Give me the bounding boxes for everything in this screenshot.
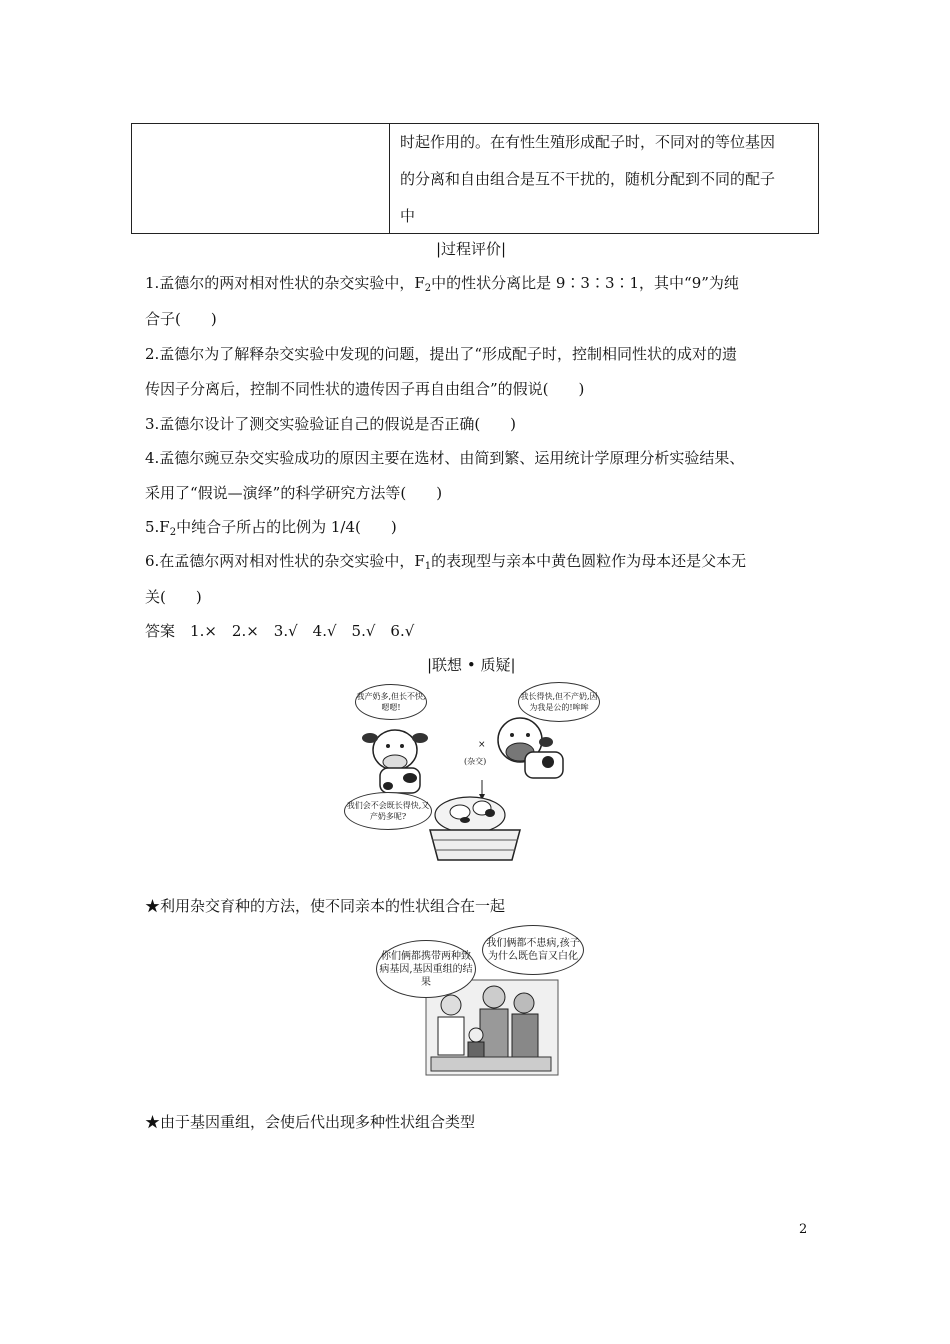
answer-line: [145, 620, 414, 641]
question-4-line-1: 4.孟德尔豌豆杂交实验成功的原因主要在选材、由简到繁、运用统计学原理分析实验结果、: [145, 449, 745, 467]
calves-speech-bubble: 我们会不会既长得快,又产奶多呢?: [344, 792, 432, 830]
q1-text-a: 1.孟德尔的两对相对性状的杂交实验中，F: [145, 274, 425, 292]
basket-calves-icon: [430, 797, 520, 860]
question-6-line-1: [145, 550, 746, 572]
question-4-line-2: 采用了“假说—演绎”的科学研究方法等( ): [145, 484, 443, 502]
table-divider: [389, 124, 390, 233]
page-number: 2: [799, 1222, 808, 1237]
continuation-table: [131, 123, 819, 234]
question-3: 3.孟德尔设计了测交实验验证自己的假说是否正确( ): [145, 415, 517, 433]
q5-text-b: 中纯合子所占的比例为 1/4( ): [176, 518, 397, 536]
question-2-line-1: 2.孟德尔为了解释杂交实验中发现的问题，提出了“形成配子时，控制相同性状的成对的遗: [145, 345, 737, 363]
left-cow-icon: [362, 730, 428, 793]
q1-text-b: 中的性状分离比是 9∶3∶3∶1，其中“9”为纯: [431, 274, 739, 292]
answer-values: 1.× 2.× 3.√ 4.√ 5.√ 6.√: [190, 622, 415, 640]
section-heading-association: |联想 • 质疑|: [427, 656, 516, 674]
star-note-1: ★利用杂交育种的方法，使不同亲本的性状组合在一起: [145, 897, 506, 915]
q6-text-a: 6.在孟德尔两对相对性状的杂交实验中，F: [145, 552, 425, 570]
question-5: [145, 516, 397, 538]
q6-text-b: 的表现型与亲本中黄色圆粒作为母本还是父本无: [431, 552, 747, 570]
table-line-1: 时起作用的。在有性生殖形成配子时，不同对的等位基因: [400, 133, 776, 151]
parents-speech-bubble: 我们俩都不患病,孩子为什么既色盲又白化: [482, 925, 584, 975]
cow-cross-illustration: [340, 680, 605, 870]
table-line-3: 中: [400, 207, 416, 225]
family-genetics-illustration: [376, 925, 586, 1077]
question-6-line-2: 关( ): [145, 588, 202, 606]
right-cow-speech-bubble: 我长得快,但不产奶,因为我是公的!哞哞: [518, 682, 600, 722]
q6-subscript: 1: [424, 561, 432, 572]
cross-label: (杂交): [464, 757, 487, 766]
question-1-line-2: 合子( ): [145, 310, 217, 328]
doctor-figure-icon: [438, 995, 464, 1055]
doctor-speech-bubble: 你们俩都携带两种致病基因,基因重组的结果: [376, 940, 476, 998]
answer-label: 答案: [145, 622, 176, 640]
question-1-line-1: [145, 272, 739, 294]
question-2-line-2: 传因子分离后，控制不同性状的遗传因子再自由组合”的假说( ): [145, 380, 585, 398]
q5-subscript: 2: [169, 527, 177, 538]
cross-symbol: ×: [478, 740, 486, 750]
table-line-2: 的分离和自由组合是互不干扰的，随机分配到不同的配子: [400, 170, 776, 188]
q5-text-a: 5.F: [145, 518, 170, 536]
q1-subscript: 2: [424, 283, 432, 294]
table-right-cell: [400, 124, 810, 235]
left-cow-speech-bubble: 我产奶多,但长不快,嗯嗯!: [355, 684, 427, 720]
right-cow-icon: [498, 718, 563, 778]
section-heading-evaluation: |过程评价|: [436, 240, 507, 258]
star-note-2: ★由于基因重组，会使后代出现多种性状组合类型: [145, 1113, 476, 1131]
